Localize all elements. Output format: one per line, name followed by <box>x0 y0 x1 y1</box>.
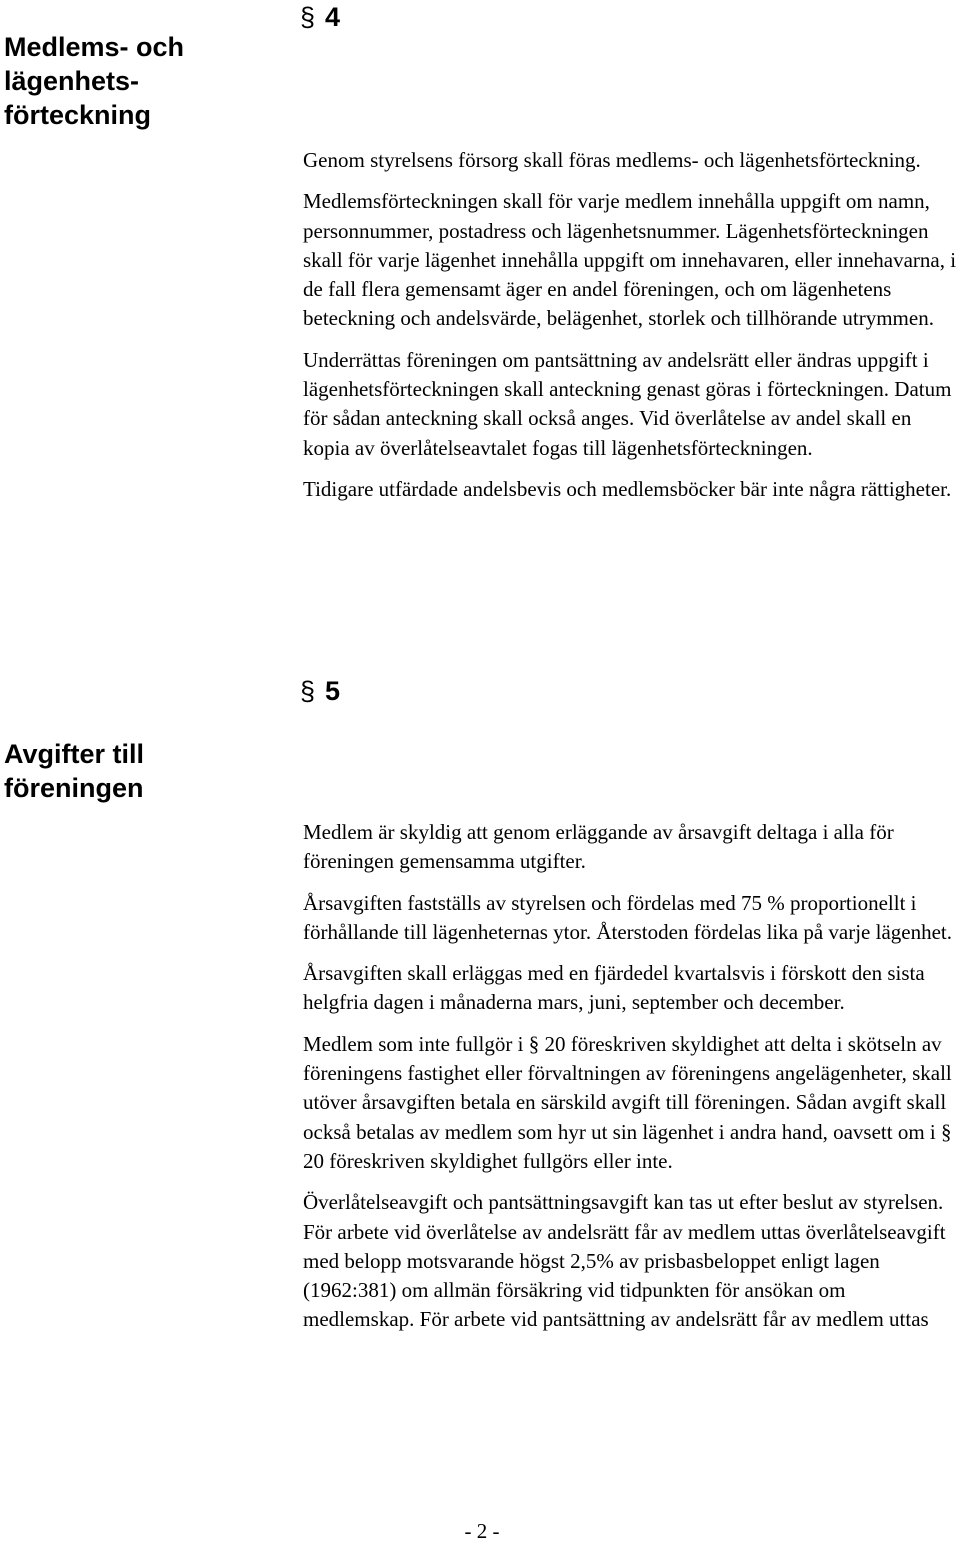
paragraph-sign-icon: § <box>300 2 316 32</box>
page-number: - 2 - <box>464 1519 500 1543</box>
section-5-paragraph: Överlåtelseavgift och pantsättningsavgift kan tas ut efter beslut av styrelsen. För arbete vid överlåtelse av andelsrätt får av medlem uttas överlåtelseavgift med belopp motsvarande högst 2,5% av prisbasbeloppet enligt lagen (1962:381) om allmän försäkring vid tidpunkten för ansökan om medlemskap. För arbete vid pantsättning av andelsrätt får av medlem uttas <box>303 1190 946 1332</box>
section-5-paragraph: Medlem är skyldig att genom erläggande av årsavgift deltaga i alla för föreningen gemensamma utgifter. <box>303 820 894 874</box>
page-footer <box>0 1518 960 1544</box>
section-4-paragraph: Medlemsförteckningen skall för varje medlem innehålla uppgift om namn, personnummer, postadress och lägenhetsnummer. Lägenhetsförteckningen skall för varje lägenhet innehålla uppgift om innehavaren, eller innehavarna, i de fall flera gemensamt äger en andel föreningen, och om lägenhetens beteckning och andelsvärde, belägenhet, storlek och tillhörande utrymmen. <box>303 189 957 331</box>
section-5-paragraph: Årsavgiften skall erläggas med en fjärdedel kvartalsvis i förskott den sista helgfria dagen i månaderna mars, juni, september och december. <box>303 961 925 1015</box>
section-5-body <box>303 818 960 1347</box>
sidebar-heading-member-register: Medlems- och lägenhets- förteckning <box>4 32 185 130</box>
section-number: 5 <box>325 676 341 706</box>
section-4-body <box>303 146 960 516</box>
section-5-paragraph: Medlem som inte fullgör i § 20 föreskriven skyldighet att delta i skötseln av föreningens fastighet eller förvaltningen av föreningens angelägenheter, skall utöver årsavgiften betala en särskild avgift till föreningen. Sådan avgift skall också betalas av medlem som hyr ut sin lägenhet i andra hand, oavsett om i § 20 föreskriven skyldighet fullgörs eller inte. <box>303 1031 952 1173</box>
paragraph-sign-icon: § <box>300 676 316 706</box>
sidebar-heading-fees: Avgifter till föreningen <box>4 739 145 803</box>
section-heading-5 <box>300 674 340 708</box>
section-4-paragraph: Genom styrelsens försorg skall föras medlems- och lägenhetsförteckning. <box>303 148 921 172</box>
section-5-paragraph: Årsavgiften fastställs av styrelsen och fördelas med 75 % proportionellt i förhållande till lägenheternas ytor. Återstoden fördelas lika på varje lägenhet. <box>303 890 953 944</box>
section-number: 4 <box>325 2 341 32</box>
section-4-paragraph: Tidigare utfärdade andelsbevis och medlemsböcker bär inte några rättigheter. <box>303 476 952 501</box>
section-heading-4 <box>300 0 340 34</box>
section-4-paragraph: Underrättas föreningen om pantsättning av andelsrätt eller ändras uppgift i lägenhetsförteckningen skall anteckning genast göras i förteckningen. Datum för sådan anteckning skall också anges. Vid överlåtelse av andel skall en kopia av överlåtelseavtalet fogas till lägenhetsförteckningen. <box>303 347 952 460</box>
